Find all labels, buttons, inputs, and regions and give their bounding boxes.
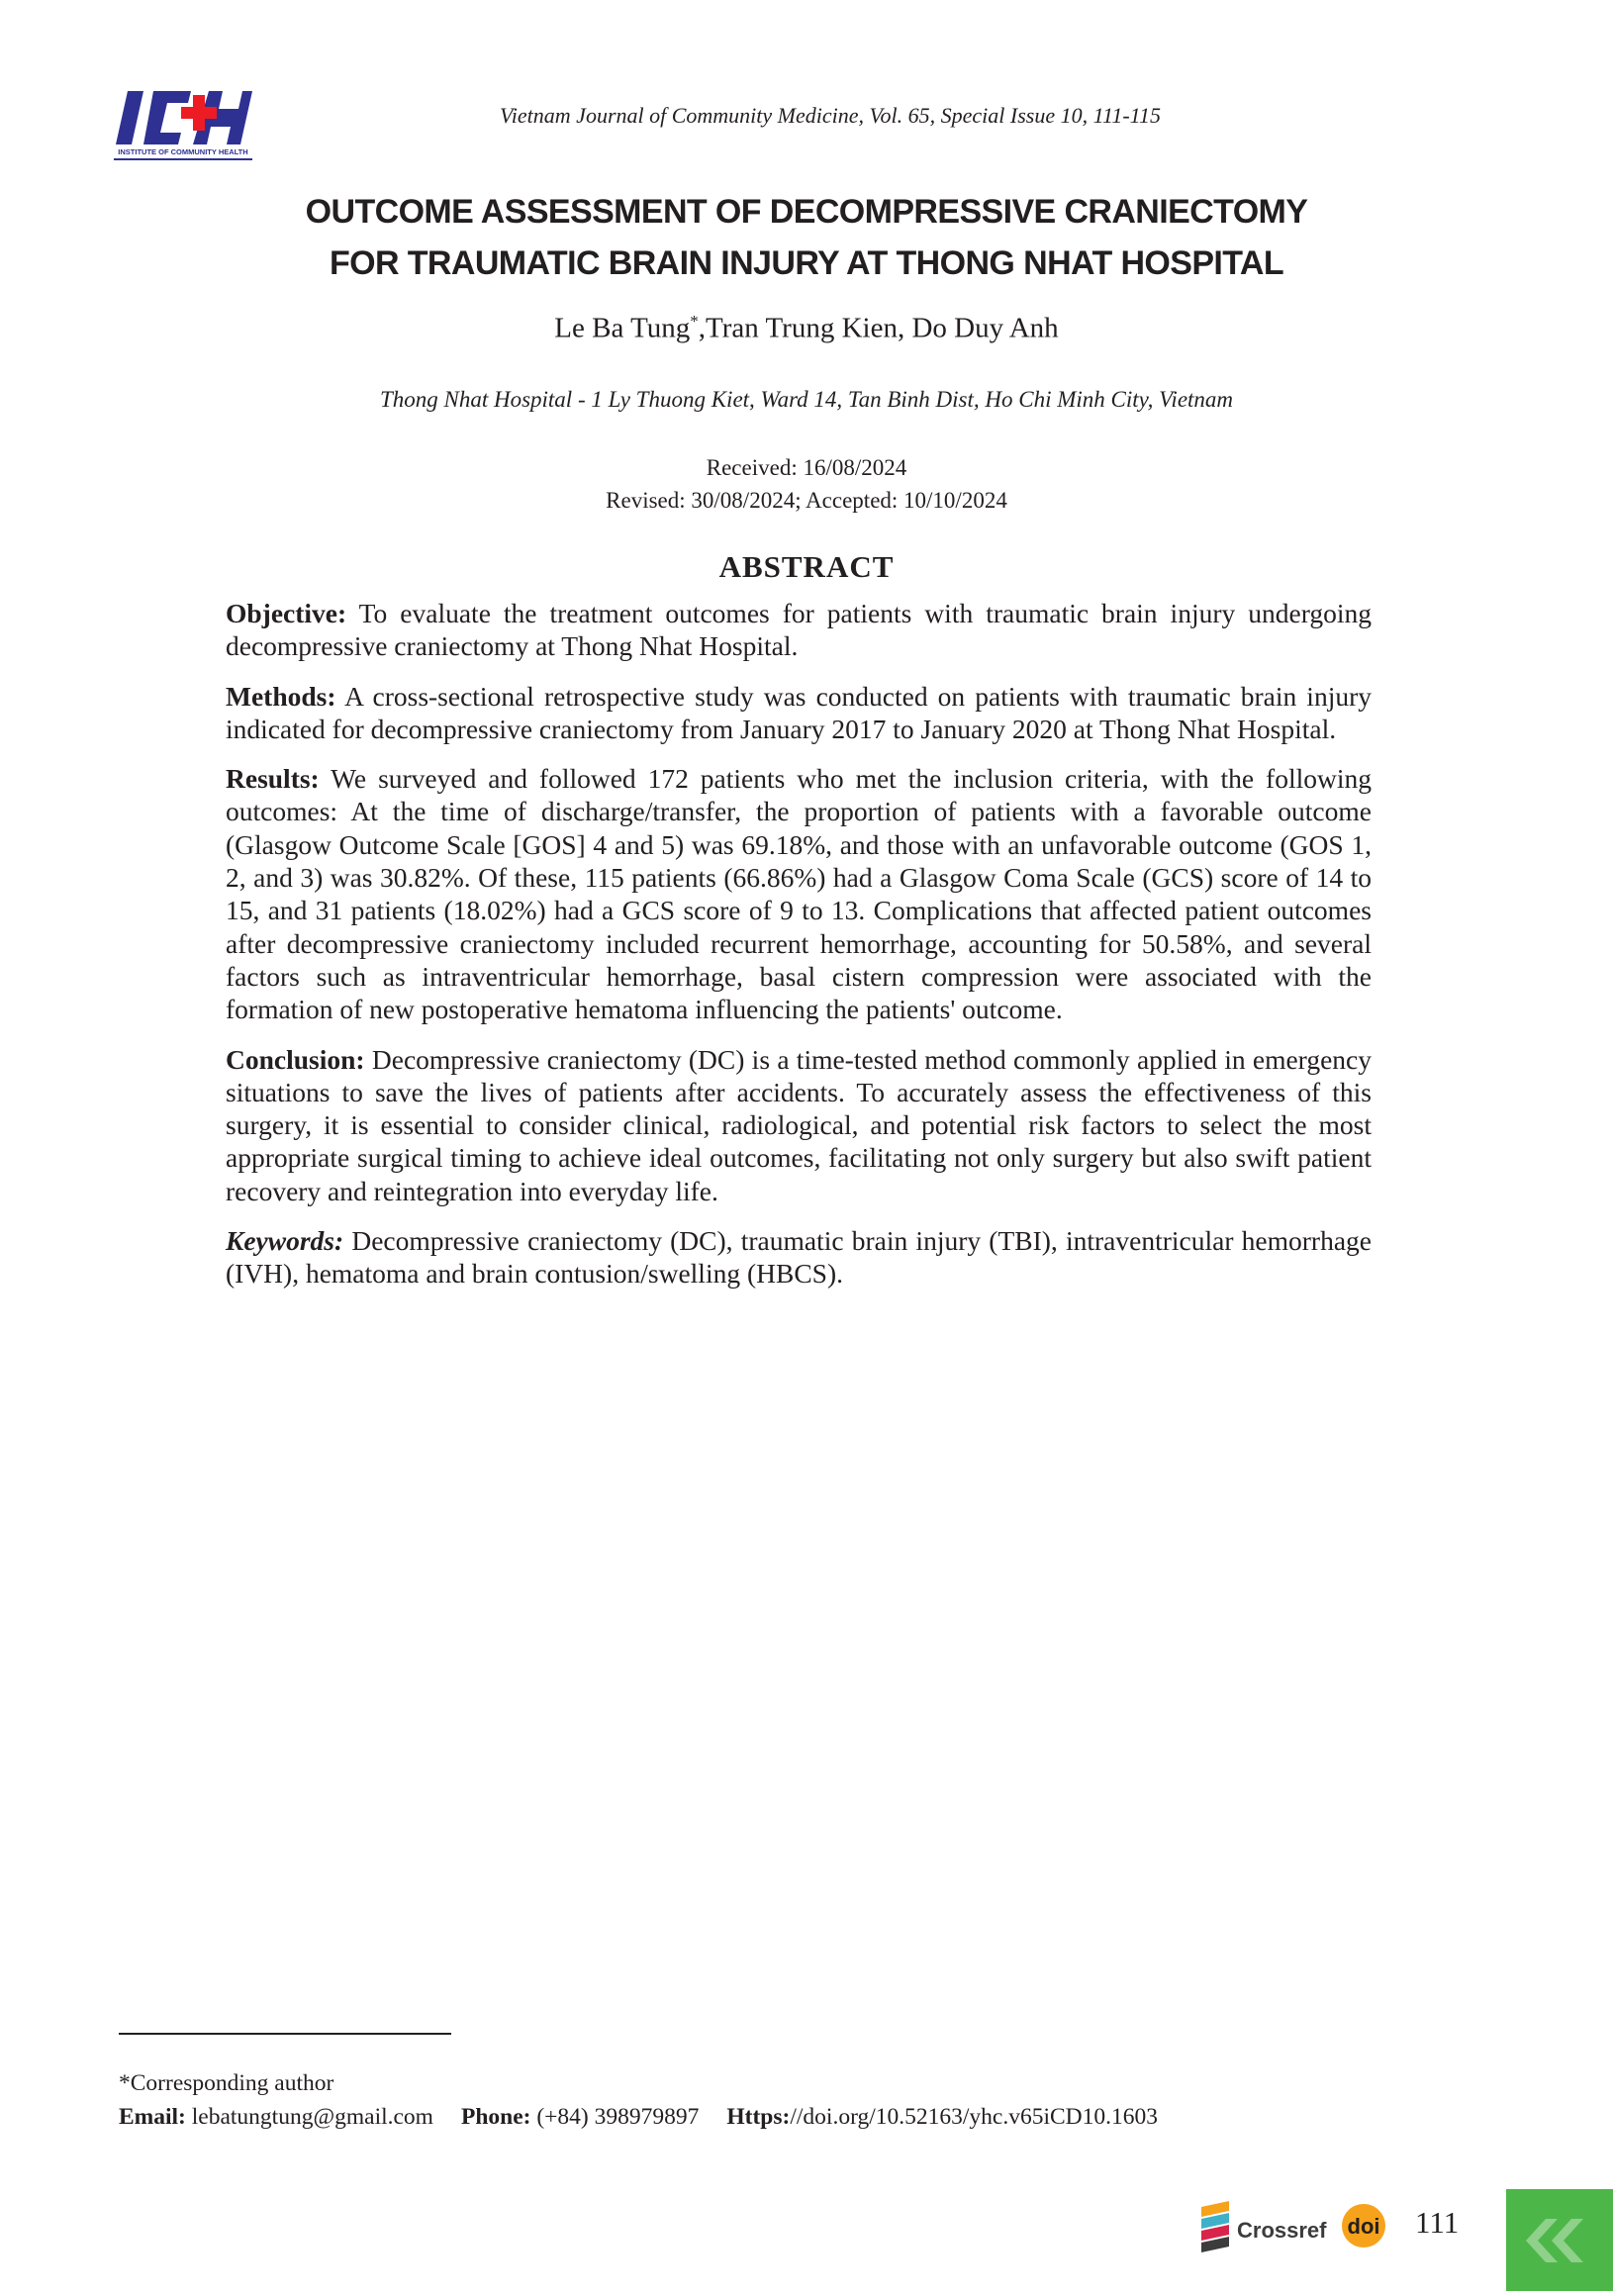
doi-link[interactable]: //doi.org/10.52163/yhc.v65iCD10.1603 xyxy=(790,2104,1159,2130)
phone-value: (+84) 398979897 xyxy=(530,2104,700,2130)
journal-citation: Vietnam Journal of Community Medicine, Vol. 65, Special Issue 10, 111-115 xyxy=(500,103,1162,128)
affiliation: Thong Nhat Hospital - 1 Ly Thuong Kiet, Ward 14, Tan Binh Dist, Ho Chi Minh City, Vietnam xyxy=(379,387,1234,412)
results-label: Results: xyxy=(226,763,320,795)
footnote-separator xyxy=(119,2033,451,2035)
journal-logo xyxy=(114,87,252,164)
corresponding-author-note: *Corresponding author xyxy=(119,2070,334,2096)
phone-label: Phone: xyxy=(460,2104,531,2130)
abstract-conclusion xyxy=(226,1043,1372,1207)
conclusion-label: Conclusion: xyxy=(226,1043,365,1075)
page-number: 111 xyxy=(1415,2205,1460,2240)
double-chevron-left-icon xyxy=(1506,2189,1613,2291)
keywords-text: Decompressive craniectomy (DC), traumatic brain injury (TBI), intraventricular hemorrhage (IVH), hematoma and brain contusion/swelling (HBCS). xyxy=(226,1225,1372,1290)
received-date: Received: 16/08/2024 xyxy=(706,455,907,480)
logo-cross-vertical xyxy=(193,95,205,131)
objective-text: To evaluate the treatment outcomes for patients with traumatic brain injury undergoing decompressive craniectomy at Thong Nhat Hospital. xyxy=(226,598,1372,662)
doi-label: Https: xyxy=(726,2104,791,2130)
crossref-doi-badge[interactable] xyxy=(1199,2197,1392,2254)
email-label: Email: xyxy=(119,2104,186,2130)
submission-dates xyxy=(178,451,1435,517)
page-corner-tab xyxy=(1506,2189,1613,2291)
title-line-1: OUTCOME ASSESSMENT OF DECOMPRESSIVE CRANIECTOMY xyxy=(305,193,1308,231)
corresponding-mark: * xyxy=(690,312,699,331)
revised-accepted-dates: Revised: 30/08/2024; Accepted: 10/10/2024 xyxy=(606,488,1007,513)
crossref-label: Crossref xyxy=(1237,2218,1327,2243)
objective-label: Objective: xyxy=(226,598,347,628)
abstract-objective xyxy=(226,597,1372,663)
methods-text: A cross-sectional retrospective study was conducted on patients with traumatic brain injury indicated for decompressive craniectomy from January 2017 to January 2020 at Thong Nhat Hospital. xyxy=(226,680,1372,744)
methods-label: Methods: xyxy=(226,680,336,712)
author-others: ,Tran Trung Kien, Do Duy Anh xyxy=(698,312,1059,344)
results-text: We surveyed and followed 172 patients who met the inclusion criteria, with the following outcomes: At the time of discharge/transfer, the proportion of patients with a favorable outcome (Glasgow Outcome Scale [GOS] 4 and 5) was 69.18%, and those with an unfavorable outcome (GOS 1, 2, and 3) was 30.82%. Of these, 115 patients (66.86%) had a Glasgow Coma Scale (GCS) score of 14 to 15, and 31 patients (18.02%) had a GCS score of 9 to 13. Complications that affected patient outcomes after decompressive craniectomy included recurrent hemorrhage, accounting for 50.58%, and several factors such as intraventricular hemorrhage, basal cistern compression were associated with the formation of new postoperative hematoma influencing the patients' outcome. xyxy=(226,763,1372,1025)
contact-line xyxy=(119,2100,1158,2134)
crossref-icon xyxy=(1201,2201,1229,2252)
conclusion-text: Decompressive craniectomy (DC) is a time-tested method commonly applied in emergency situations to save the lives of patients after accidents. To accurately assess the effectiveness of this surgery, it is essential to consider clinical, radiological, and potential risk factors to select the most appropriate surgical timing to achieve ideal outcomes, facilitating not only surgery but also swift patient recovery and reintegration into everyday life. xyxy=(226,1043,1372,1206)
logo-letter-i xyxy=(116,91,143,144)
abstract-body xyxy=(226,597,1372,1307)
author-corresponding: Le Ba Tung xyxy=(554,312,691,344)
email-value[interactable]: lebatungtung@gmail.com xyxy=(185,2104,433,2130)
title-line-2: FOR TRAUMATIC BRAIN INJURY AT THONG NHAT HOSPITAL xyxy=(329,244,1284,282)
abstract-keywords xyxy=(226,1224,1372,1291)
article-title xyxy=(178,186,1435,289)
doi-badge-label: doi xyxy=(1347,2214,1380,2239)
author-list xyxy=(178,312,1435,345)
logo-caption: INSTITUTE OF COMMUNITY HEALTH xyxy=(118,147,248,156)
abstract-results xyxy=(226,762,1372,1025)
abstract-methods xyxy=(226,680,1372,746)
footnote xyxy=(119,2066,1158,2134)
logo-underline xyxy=(114,158,252,160)
abstract-heading: ABSTRACT xyxy=(718,549,895,584)
keywords-label: Keywords: xyxy=(226,1225,344,1257)
